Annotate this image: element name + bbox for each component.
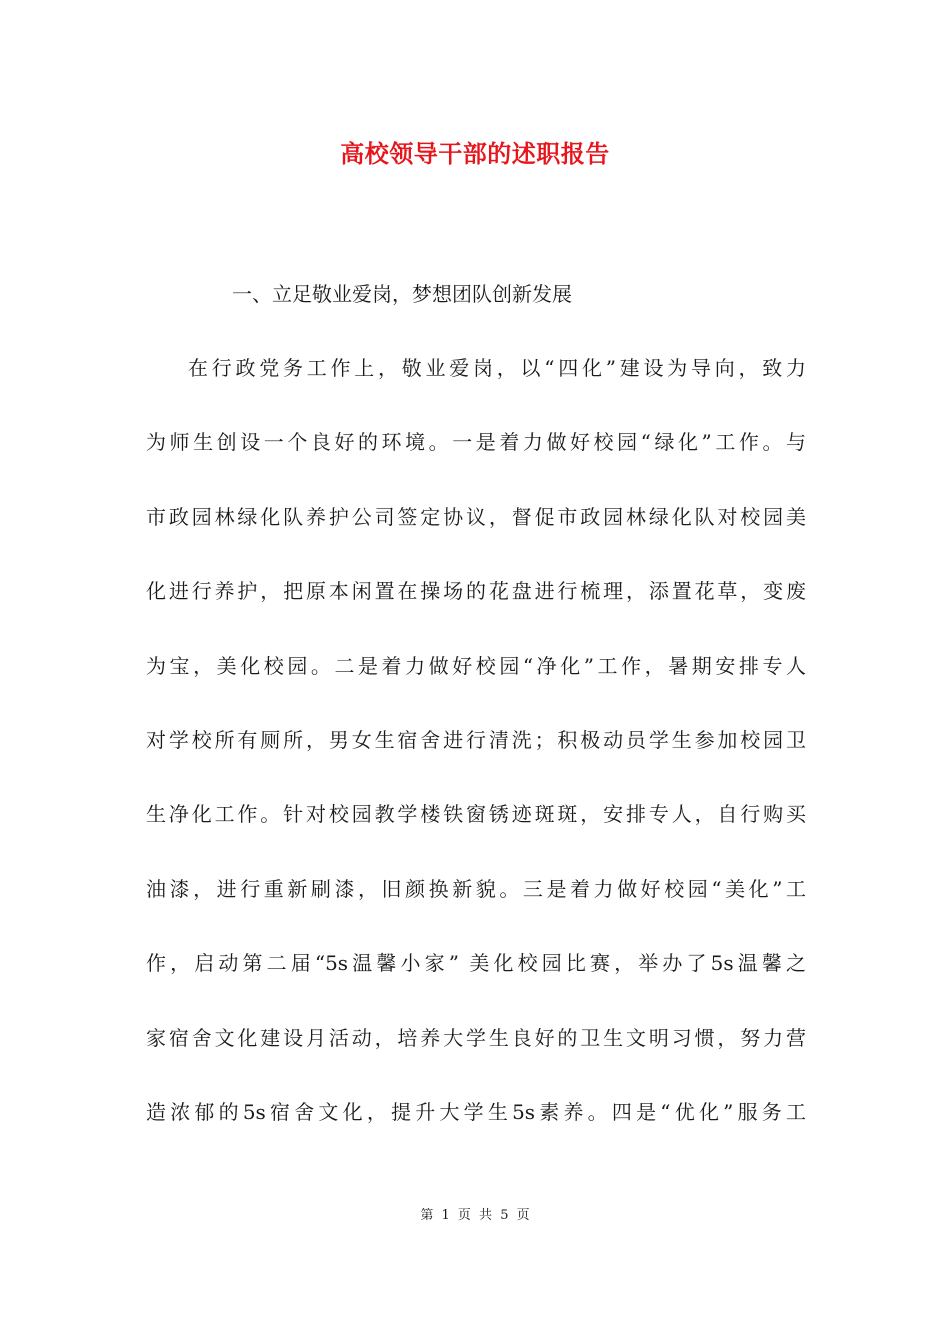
paragraph-line: 为师生创设一个良好的环境。一是着力做好校园“绿化”工作。与 <box>146 430 806 455</box>
paragraph-line: 生净化工作。针对校园教学楼铁窗锈迹斑斑，安排专人，自行购买 <box>146 802 806 827</box>
paragraph-line: 油漆，进行重新刷漆，旧颜换新貌。三是着力做好校园“美化”工 <box>146 876 806 901</box>
paragraph-line: 家宿舍文化建设月活动，培养大学生良好的卫生文明习惯，努力营 <box>146 1025 806 1050</box>
paragraph-line: 作，启动第二届“5s温馨小家” 美化校园比赛，举办了5s温馨之 <box>146 951 806 976</box>
paragraph-body <box>146 350 806 1168</box>
paragraph-line: 化进行养护，把原本闲置在操场的花盘进行梳理，添置花草，变废 <box>146 579 806 604</box>
section-heading: 一、立足敬业爱岗，梦想团队创新发展 <box>232 282 572 306</box>
paragraph-line: 造浓郁的5s宿舍文化，提升大学生5s素养。四是“优化”服务工 <box>146 1099 806 1124</box>
paragraph-line: 为宝，美化校园。二是着力做好校园“净化”工作，暑期安排专人 <box>146 653 806 678</box>
paragraph-line: 对学校所有厕所，男女生宿舍进行清洗；积极动员学生参加校园卫 <box>146 727 806 752</box>
document-title: 高校领导干部的述职报告 <box>340 139 610 168</box>
page-number-footer: 第 1 页 共 5 页 <box>420 1208 530 1223</box>
paragraph-line: 市政园林绿化队养护公司签定协议，督促市政园林绿化队对校园美 <box>146 504 806 529</box>
paragraph-line: 在行政党务工作上，敬业爱岗，以“四化”建设为导向，致力 <box>188 356 806 380</box>
